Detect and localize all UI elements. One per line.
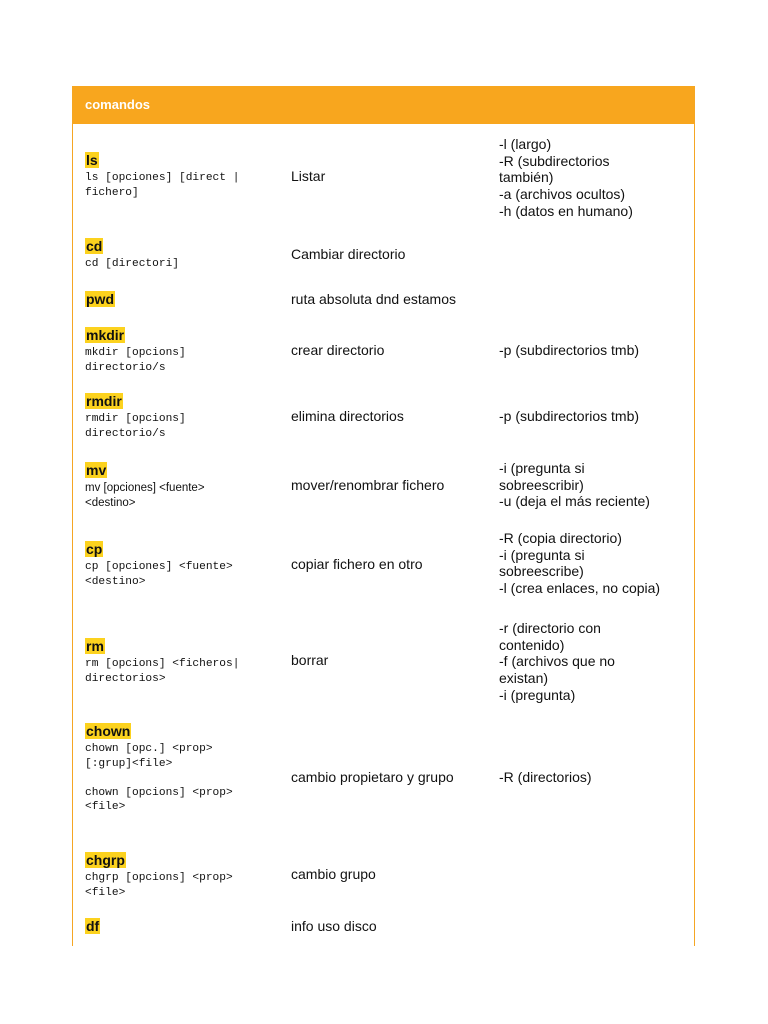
command-description: cambio propietaro y grupo xyxy=(291,769,454,785)
command-name: chown xyxy=(86,723,131,739)
option-item: -h (datos en humano) xyxy=(499,202,633,219)
command-syntax: cd [directori] xyxy=(85,258,179,270)
commands-table xyxy=(72,86,695,946)
command-options xyxy=(499,342,689,359)
command-description: crear directorio xyxy=(291,342,385,358)
command-name: ls xyxy=(86,152,98,168)
table-header xyxy=(73,86,694,124)
command-name: rm xyxy=(86,638,104,654)
command-options xyxy=(499,620,689,704)
command-options xyxy=(499,530,689,597)
command-options xyxy=(499,408,689,425)
command-options xyxy=(499,136,689,220)
command-description: elimina directorios xyxy=(291,408,404,424)
option-item: -r (directorio con contenido) xyxy=(499,620,601,653)
command-syntax: rm [opcions] <ficheros| directorios> xyxy=(85,658,240,685)
command-description: ruta absoluta dnd estamos xyxy=(291,291,456,307)
command-name: cd xyxy=(86,238,103,254)
command-options xyxy=(499,769,689,786)
command-name: rmdir xyxy=(86,393,122,409)
option-item: -i (pregunta si sobreescribe) xyxy=(499,546,585,580)
option-item: -R (directorios) xyxy=(499,769,592,785)
option-item: -R (subdirectorios también) xyxy=(499,152,610,186)
command-description: borrar xyxy=(291,652,329,668)
command-description: Listar xyxy=(291,168,326,184)
command-syntax: rmdir [opcions] directorio/s xyxy=(85,413,186,440)
command-syntax: chgrp [opcions] <prop> <file> xyxy=(85,872,233,899)
command-name: chgrp xyxy=(86,852,125,868)
option-item: -i (pregunta) xyxy=(499,686,576,703)
command-syntax: ls [opciones] [direct | fichero] xyxy=(85,172,240,199)
command-description: info uso disco xyxy=(291,918,377,934)
command-syntax: mkdir [opcions] directorio/s xyxy=(85,347,186,374)
option-item: -p (subdirectorios tmb) xyxy=(499,408,640,424)
option-item: -u (deja el más reciente) xyxy=(499,493,650,510)
command-syntax: cp [opciones] <fuente> <destino> xyxy=(85,561,233,588)
option-item: -l (crea enlaces, no copia) xyxy=(499,580,661,597)
option-item: -p (subdirectorios tmb) xyxy=(499,342,640,358)
command-description: mover/renombrar fichero xyxy=(291,477,445,493)
option-item: -i (pregunta si sobreescribir) xyxy=(499,460,585,493)
command-options xyxy=(499,460,689,510)
command-name: cp xyxy=(86,541,103,557)
option-item: -a (archivos ocultos) xyxy=(499,186,626,203)
command-description: Cambiar directorio xyxy=(291,246,406,262)
option-item: -f (archivos que no existan) xyxy=(499,653,615,687)
option-item: -l (largo) xyxy=(499,136,552,152)
command-description: copiar fichero en otro xyxy=(291,556,423,572)
command-name: mv xyxy=(86,462,107,478)
command-syntax: mv [opciones] <fuente> <destino> xyxy=(85,482,205,509)
command-name: df xyxy=(86,918,100,934)
command-syntax: chown [opc.] <prop> [:grup]<file> chown [opcions] <prop> <file> xyxy=(85,743,233,813)
option-item: -R (copia directorio) xyxy=(499,530,622,546)
command-description: cambio grupo xyxy=(291,866,376,882)
header-title: comandos xyxy=(85,97,151,112)
command-name: pwd xyxy=(86,291,114,307)
command-name: mkdir xyxy=(86,327,125,343)
